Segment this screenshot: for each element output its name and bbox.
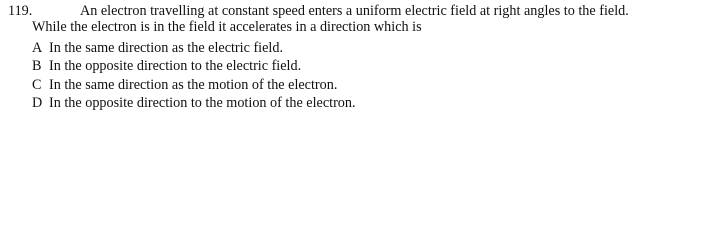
option-a-letter: A <box>32 40 43 56</box>
option-b-letter: B <box>32 58 42 74</box>
option-d-letter: D <box>32 95 43 111</box>
question-number: 119. <box>8 3 33 19</box>
option-a-text: In the same direction as the electric field. <box>49 40 283 56</box>
option-b-text: In the opposite direction to the electric field. <box>49 58 302 74</box>
question-stem-line-1: An electron travelling at constant speed enters a uniform electric field at right angles to the field. <box>80 3 629 19</box>
question-stem-line-2: While the electron is in the field it accelerates in a direction which is <box>32 19 422 35</box>
cut-off-next-line <box>0 112 704 118</box>
question-page <box>0 0 704 118</box>
option-c-letter: C <box>32 77 42 93</box>
option-d-text: In the opposite direction to the motion of the electron. <box>49 95 356 111</box>
option-c-text: In the same direction as the motion of the electron. <box>49 77 338 93</box>
